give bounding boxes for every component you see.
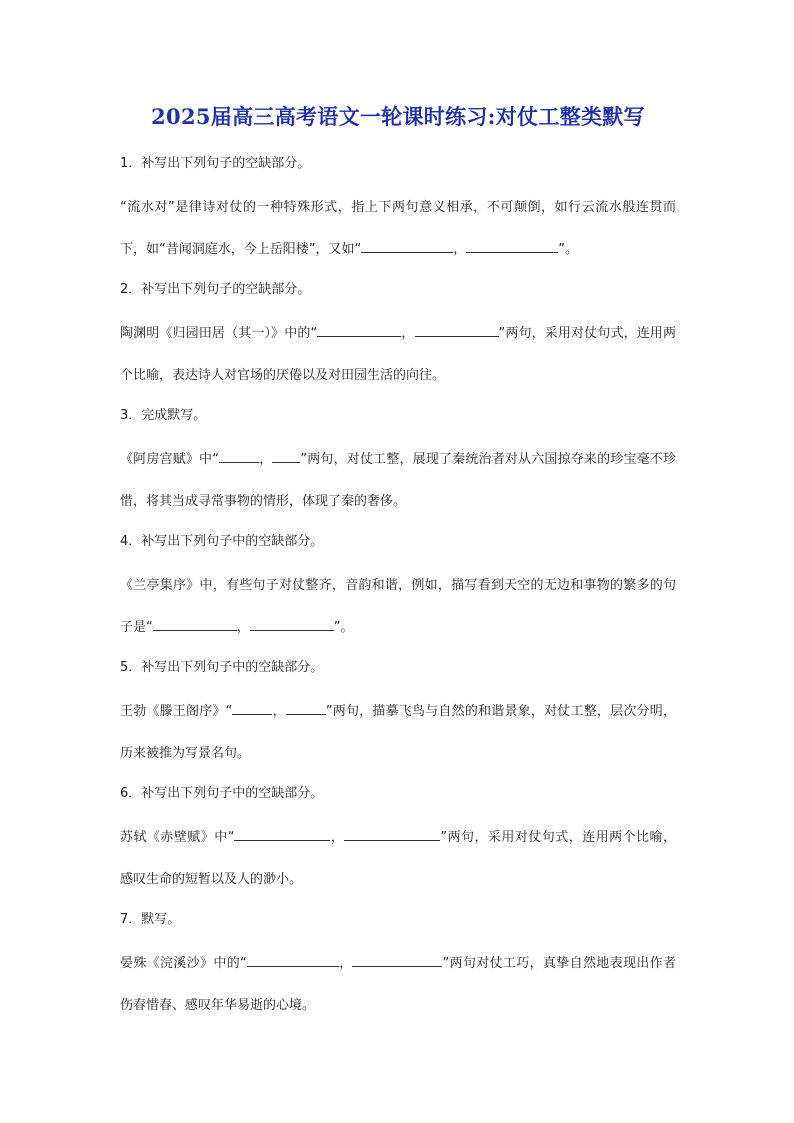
answer-blank[interactable] — [361, 240, 453, 253]
question-text — [120, 439, 676, 522]
document-title: 2025届高三高考语文一轮课时练习:对仗工整类默写 — [151, 104, 645, 129]
answer-blank[interactable] — [250, 618, 334, 631]
question-heading: 3．完成默写。 — [120, 408, 207, 423]
question-5 — [120, 658, 676, 774]
question-text-part: 陶渊明《归园田居（其一）》中的“ — [120, 326, 318, 341]
question-text — [120, 565, 676, 648]
answer-blank[interactable] — [272, 450, 300, 463]
question-heading: 7．默写。 — [120, 912, 181, 927]
question-text-part: ， — [338, 956, 353, 971]
answer-blank[interactable] — [153, 618, 237, 631]
question-text-part: ”。 — [333, 619, 354, 635]
answer-blank[interactable] — [247, 954, 339, 967]
question-text-part: ， — [401, 326, 415, 341]
question-text-part: ”两句，采用对仗句式，连用两个比喻，感叹生命的短暂以及人的渺小。 — [120, 830, 676, 887]
answer-blank[interactable] — [466, 240, 558, 253]
answer-blank[interactable] — [344, 828, 440, 841]
question-text-part: ”两句对仗工巧，真挚自然地表现出作者伤春惜春、感叹年华易逝的心境。 — [120, 956, 676, 1013]
answer-blank[interactable] — [232, 702, 272, 715]
question-text-part: 王勃《滕王阁序》“ — [120, 704, 233, 719]
question-text-part: “流水对”是律诗对仗的一种特殊形式，指上下两句意义相承，不可颠倒，如行云流水般连贯而下，如“昔闻洞庭水，今上岳阳楼”，又如“ — [120, 200, 676, 257]
answer-blank[interactable] — [352, 954, 442, 967]
question-3 — [120, 406, 676, 522]
question-text — [120, 187, 676, 270]
question-text-part: ”两句，对仗工整，展现了秦统治者对从六国掠夺来的珍宝毫不珍惜，将其当成寻常事物的情形，体现了秦的奢侈。 — [120, 452, 676, 509]
answer-blank[interactable] — [415, 324, 499, 337]
question-text — [120, 313, 676, 396]
question-heading: 5．补写出下列句子中的空缺部分。 — [120, 660, 324, 675]
question-heading: 4．补写出下列句子中的空缺部分。 — [120, 534, 324, 549]
question-heading: 1．补写出下列句子的空缺部分。 — [120, 156, 311, 171]
answer-blank[interactable] — [219, 450, 259, 463]
question-text — [120, 691, 676, 774]
answer-blank[interactable] — [317, 324, 401, 337]
question-text-part: ”两句，描摹飞鸟与自然的和谐景象，对仗工整，层次分明，历来被推为写景名句。 — [120, 704, 676, 761]
question-text-part: ， — [453, 241, 467, 257]
question-1 — [120, 154, 676, 270]
question-text-part: 苏轼《赤壁赋》中“ — [120, 830, 235, 845]
question-text-part: 《兰亭集序》中，有些句子对仗整齐，音韵和谐，例如，描写看到天空的无边和事物的繁多的句子是“ — [120, 578, 676, 635]
question-text — [120, 817, 676, 900]
answer-blank[interactable] — [286, 702, 326, 715]
question-text-part: 《阿房宫赋》中“ — [120, 452, 219, 467]
question-2 — [120, 280, 676, 396]
question-text — [120, 943, 676, 1026]
answer-blank[interactable] — [234, 828, 330, 841]
question-4 — [120, 532, 676, 648]
question-heading: 6．补写出下列句子中的空缺部分。 — [120, 786, 324, 801]
question-text-part: ”两句，采用对仗句式，连用两个比喻，表达诗人对官场的厌倦以及对田园生活的向往。 — [120, 326, 676, 383]
question-text-part: ， — [236, 619, 250, 635]
question-6 — [120, 784, 676, 900]
question-heading: 2．补写出下列句子的空缺部分。 — [120, 282, 311, 297]
question-7 — [120, 910, 676, 1026]
question-text-part: ”。 — [558, 241, 578, 257]
question-text-part: ， — [258, 452, 273, 467]
question-text-part: ， — [272, 704, 286, 719]
question-text-part: ， — [330, 830, 345, 845]
question-text-part: 晏殊《浣溪沙》中的“ — [120, 956, 247, 971]
